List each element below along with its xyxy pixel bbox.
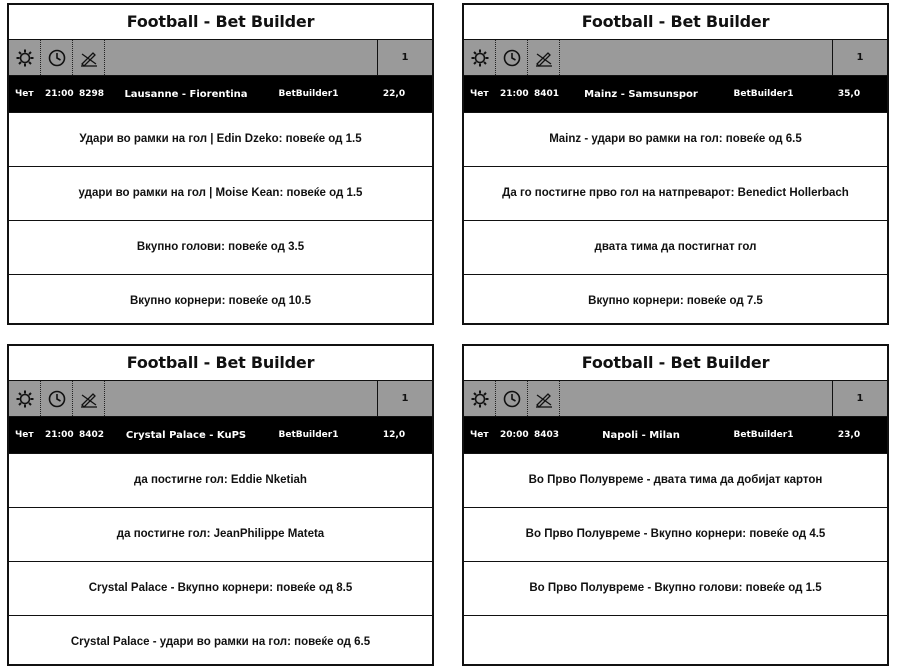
match-teams: Napoli - Milan: [602, 429, 680, 441]
clock-icon: [502, 48, 522, 68]
selection-item: да постигне гол: JeanPhilippe Mateta: [9, 507, 432, 561]
card-toolbar: [464, 381, 887, 417]
match-row[interactable]: [464, 76, 887, 112]
selection-item: Во Прво Полувреме - двата тима да добијат картон: [464, 453, 887, 507]
edit-button[interactable]: [73, 40, 105, 75]
selection-item: Mainz - удари во рамки на гол: повеќе од 6.5: [464, 112, 887, 166]
card-title: Football - Bet Builder: [9, 5, 432, 40]
pen-crossed-icon: [534, 48, 554, 68]
match-odds: 12,0: [382, 430, 406, 440]
match-day: Чет: [470, 430, 489, 440]
bet-builder-card: [7, 3, 434, 325]
selection-item: удари во рамки на гол | Moise Kean: повеќе од 1.5: [9, 166, 432, 220]
bet-type: BetBuilder1: [733, 430, 794, 440]
time-button[interactable]: [496, 40, 528, 75]
card-title: Football - Bet Builder: [464, 346, 887, 381]
card-toolbar: [9, 381, 432, 417]
clock-icon: [502, 389, 522, 409]
edit-button[interactable]: [73, 381, 105, 416]
selection-item: Во Прво Полувреме - Вкупно корнери: повеќе од 4.5: [464, 507, 887, 561]
bet-builder-card: [462, 3, 889, 325]
match-teams: Mainz - Samsunspor: [584, 88, 698, 100]
gear-icon: [470, 389, 490, 409]
settings-button[interactable]: [9, 381, 41, 416]
pen-crossed-icon: [534, 389, 554, 409]
selection-count: 1: [856, 393, 864, 404]
selection-count: 1: [401, 393, 409, 404]
edit-button[interactable]: [528, 40, 560, 75]
selection-item: Вкупно голови: повеќе од 3.5: [9, 220, 432, 274]
selection-item: Crystal Palace - удари во рамки на гол: повеќе од 6.5: [9, 615, 432, 669]
match-time: 21:00: [45, 430, 74, 440]
card-title: Football - Bet Builder: [464, 5, 887, 40]
time-button[interactable]: [41, 381, 73, 416]
match-day: Чет: [15, 89, 34, 99]
bet-type: BetBuilder1: [733, 89, 794, 99]
selection-item: Crystal Palace - Вкупно корнери: повеќе од 8.5: [9, 561, 432, 615]
bet-builder-card: [7, 344, 434, 666]
card-toolbar: [464, 40, 887, 76]
settings-button[interactable]: [464, 381, 496, 416]
match-time: 21:00: [45, 89, 74, 99]
selection-item: двата тима да постигнат гол: [464, 220, 887, 274]
selection-count: 1: [401, 52, 409, 63]
match-teams: Lausanne - Fiorentina: [124, 88, 248, 100]
pen-crossed-icon: [79, 48, 99, 68]
match-row[interactable]: [9, 76, 432, 112]
match-teams: Crystal Palace - KuPS: [125, 429, 247, 441]
gear-icon: [15, 48, 35, 68]
pen-crossed-icon: [79, 389, 99, 409]
time-button[interactable]: [496, 381, 528, 416]
settings-button[interactable]: [9, 40, 41, 75]
selection-item: Да го постигне прво гол на натпреварот: Benedict Hollerbach: [464, 166, 887, 220]
selection-item: Вкупно корнери: повеќе од 10.5: [9, 274, 432, 328]
gear-icon: [15, 389, 35, 409]
match-day: Чет: [15, 430, 34, 440]
match-odds: 23,0: [837, 430, 861, 440]
match-day: Чет: [470, 89, 489, 99]
settings-button[interactable]: [464, 40, 496, 75]
match-code: 8403: [534, 430, 560, 440]
gear-icon: [470, 48, 490, 68]
bet-type: BetBuilder1: [278, 430, 339, 440]
time-button[interactable]: [41, 40, 73, 75]
match-code: 8401: [534, 89, 560, 99]
edit-button[interactable]: [528, 381, 560, 416]
selection-item: Во Прво Полувреме - Вкупно голови: повеќе од 1.5: [464, 561, 887, 615]
selection-item: [464, 615, 887, 669]
bet-type: BetBuilder1: [278, 89, 339, 99]
card-title: Football - Bet Builder: [9, 346, 432, 381]
clock-icon: [47, 389, 67, 409]
match-code: 8402: [79, 430, 105, 440]
match-code: 8298: [79, 89, 105, 99]
selection-item: да постигне гол: Eddie Nketiah: [9, 453, 432, 507]
match-odds: 22,0: [382, 89, 406, 99]
bet-builder-card: [462, 344, 889, 666]
selection-item: Вкупно корнери: повеќе од 7.5: [464, 274, 887, 328]
selection-item: Удари во рамки на гол | Edin Dzeko: повеќе од 1.5: [9, 112, 432, 166]
selection-count: 1: [856, 52, 864, 63]
match-odds: 35,0: [837, 89, 861, 99]
match-row[interactable]: [9, 417, 432, 453]
card-toolbar: [9, 40, 432, 76]
match-time: 21:00: [500, 89, 529, 99]
clock-icon: [47, 48, 67, 68]
match-row[interactable]: [464, 417, 887, 453]
match-time: 20:00: [500, 430, 529, 440]
